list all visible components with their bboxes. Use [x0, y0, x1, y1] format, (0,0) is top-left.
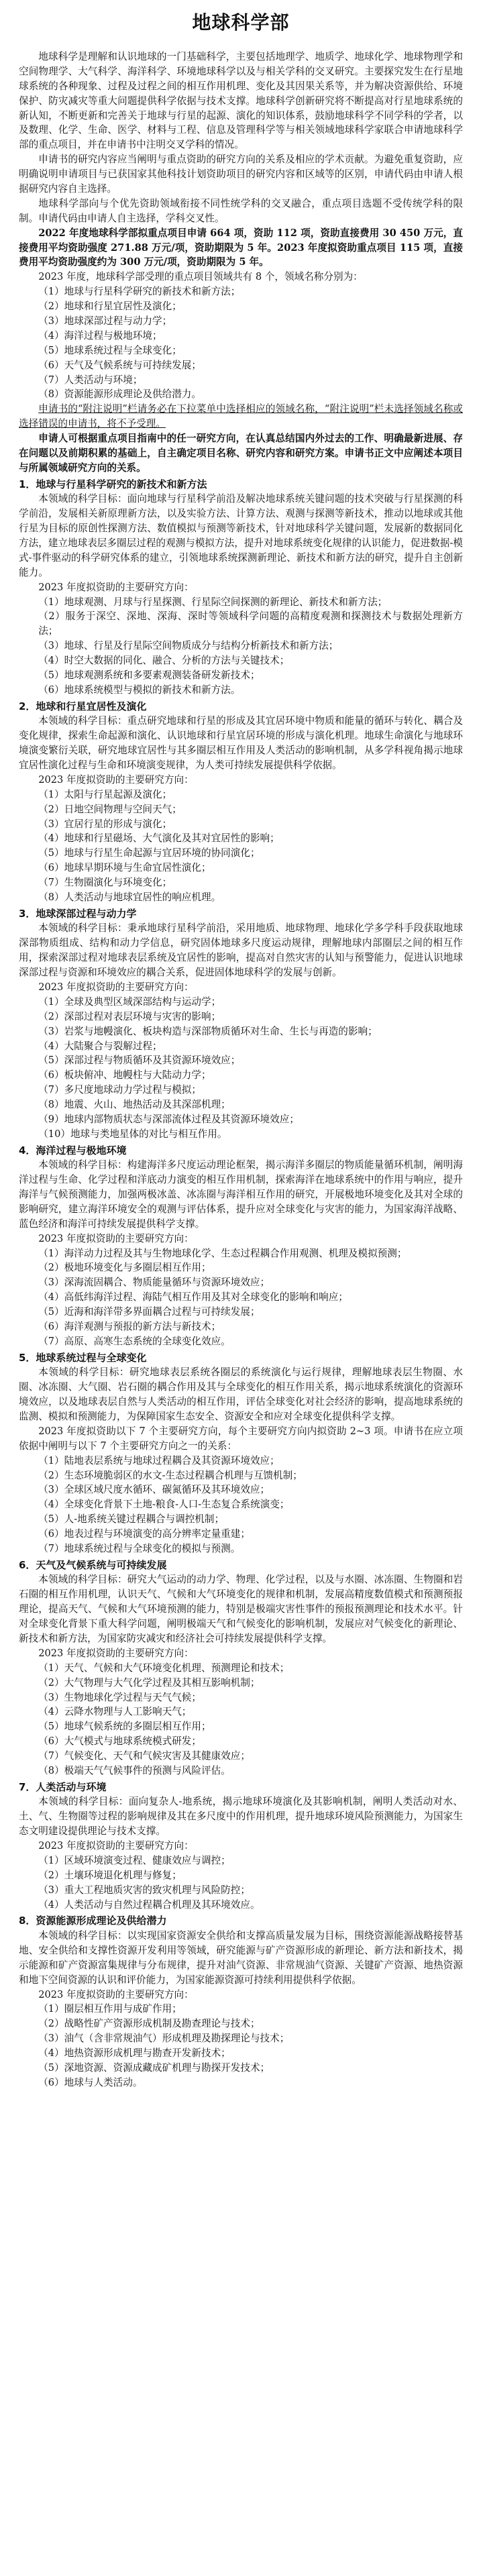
list-item: （1）天气、气候和大气环境变化机理、预测理论和技术； — [38, 1662, 290, 1674]
body-paragraph: 本领域的科学目标：秉承地球行星科学前沿，采用地质、地球物理、地球化学多学科手段获取地球深部物质组成、结构和动力学信息，研究固体地球多尺度运动规律，理解地球内部圈层之间的相互作用，探索深部过程对地球表层系统及宜居性的影响，提高对自然灾害的认知与预警能力，促进认识地球深部过程与资源和环境效应的耦合关系，促进固体地球科学的发展与创新。 — [19, 922, 463, 979]
list-item: （5）地球与行星生命起源与宜居环境的协同演化； — [38, 847, 260, 859]
list-item: （10）地球与类地星体的对比与相互作用。 — [38, 1128, 227, 1140]
list-item: （3）深海流固耦合、物质能量循环与资源环境效应； — [38, 1277, 270, 1289]
list-item: （8）极端天气气候事件的预测与风险评估。 — [38, 1764, 231, 1776]
list-item: （2）地球和行星宜居性及演化； — [38, 301, 182, 313]
list-item: （8）资源能源形成理论及供给潜力。 — [38, 388, 201, 400]
list-item: （3）油气（含非常规油气）形成机理及勘探理论与技术； — [38, 2033, 290, 2045]
list-item: （1）陆地表层系统与地球过程耦合及其资源环境效应； — [38, 1454, 280, 1466]
list-item: （4）大陆聚合与裂解过程； — [38, 1040, 162, 1052]
list-item: （1）全球及典型区域深部结构与运动学； — [38, 996, 221, 1008]
body-paragraph: 地球科学是理解和认识地球的一门基础科学，主要包括地理学、地质学、地球化学、地球物理学和空间物理学、大气科学、海洋科学、环境地球科学以及与相关学科的交叉研究。主要探究发生在行星地球系统的各种现象、过程及过程之间的相互作用机理、变化及其因果关系等，并为解决资源供给、环境保护、防灾减灾等重大问题提供科学依据与技术支撑。地球科学创新研究将不断提高对行星地球系统的新认知，不断更新和完善关于地球与行星的起源、演化的知识体系，鼓励地球科学不同学科的学者，以及数理、化学、生命、医学、材料与工程、信息及管理科学等与相关领域地球科学家联合申请地球科学部的重点项目，并在申请书中注明交叉学科的情况。 — [19, 51, 463, 151]
list-item: （7）人类活动与环境； — [38, 374, 143, 386]
list-item: （2）土壤环境退化机理与修复； — [38, 1869, 182, 1881]
list-item: （5）近海和海洋带多界面耦合过程与可持续发展； — [38, 1306, 260, 1318]
body-paragraph: 本领域的科学目标：构建海洋多尺度运动理论框架，揭示海洋多圈层的物质能量循环机制，阐明海洋过程与生命、化学过程和洋底动力演变的相互作用机制，探索海洋在地球系统中的作用与响应，提升海洋与气候预测能力，加强两极冰盖、冰冻圈与海洋相互作用的研究，开展极地环境变化及其对全球的影响研究，建立海洋环境安全的观测与评估体系，提升应对全球变化与灾害的能力，为国家海洋战略、蓝色经济和海洋可持续发展提供科学支撑。 — [19, 1159, 463, 1230]
body-paragraph: 本领域的科学目标：重点研究地球和行星的形成及其宜居环境中物质和能量的循环与转化、耦合及变化规律，探索生命起源和演化、认识地球和行星宜居环境的形成与演化机理。地球生命演化与地球环境演变繁衍关联，研究地球宜居性与其多圈层相互作用及人类活动的影响机制，从多学科视角揭示地球宜居性演化过程与生命和环境演变规律，为人类可持续发展提供科学依据。 — [19, 715, 463, 771]
list-item: （2）日地空间物理与空间天气； — [38, 803, 182, 815]
section-heading: 1．地球与行星科学研究的新技术和新方法 — [19, 478, 207, 490]
body-paragraph: 申请人可根据重点项目指南中的任一研究方向，在认真总结国内外过去的工作、明确最新进展、存在问题以及前期积累的基础上，自主确定项目名称、研究内容和研究方案。申请书正文中应阐述本项目与所属领域研究方向的关系。 — [19, 433, 463, 474]
list-item: （7）多尺度地球动力学过程与模拟； — [38, 1084, 201, 1096]
body-paragraph: 本领域的科学目标：面向复杂人-地系统，揭示地球环境演化及其影响机制，阐明人类活动对水、土、气、生物圈等过程的影响规律及其在多尺度中的作用机理，提升地球环境风险预测能力，为国家生态文明建设提供理论与技术支撑。 — [19, 1796, 463, 1837]
body-paragraph: 2023 年度拟资助的主要研究方向： — [38, 773, 194, 786]
list-item: （4）海洋过程与极地环境； — [38, 329, 162, 341]
document-body — [19, 50, 463, 2090]
body-paragraph: 2022 年度地球科学部拟重点项目申请 664 项，资助 112 项，资助直接费用 30 450 万元，直接费用平均资助强度 271.88 万元/项，资助期限为 5 年。2023 年度拟资助重点项目 115 项，直接费用平均资助强度约为 300 万元/项，资助期限为 5 年。 — [19, 227, 463, 268]
list-item: （1）区域环境演变过程、健康效应与调控； — [38, 1854, 231, 1866]
list-item: （1）圈层相互作用与成矿作用； — [38, 2003, 182, 2015]
body-paragraph: 2023 年度拟资助的主要研究方向： — [38, 1988, 194, 2000]
list-item: （5）地球系统过程与全球变化； — [38, 344, 182, 356]
list-item: （7）高原、高寒生态系统的全球变化效应。 — [38, 1335, 231, 1347]
section-heading: 8．资源能源形成理论及供给潜力 — [19, 1915, 167, 1927]
list-item: （8）人类活动与地球宜居性的响应机理。 — [38, 891, 221, 903]
list-item: （4）云降水物理与人工影响天气； — [38, 1706, 192, 1718]
list-item: （5）地球气候系统的多圈层相互作用； — [38, 1721, 211, 1733]
body-paragraph: 地球科学部向与个优先资助领域衔接不同性统学科的交叉融合，重点项目选题不受传统学科的限制。申请代码由申请人自主选择，学科交叉性。 — [19, 197, 463, 224]
list-item: （1）地球与行星科学研究的新技术和新方法； — [38, 286, 241, 298]
list-item: （1）太阳与行星起源及演化； — [38, 788, 172, 800]
list-item: （2）极地环境变化与多圈层相互作用； — [38, 1262, 211, 1274]
list-item: （5）地球观测系统和多要素观测装备研发新技术； — [38, 669, 260, 682]
list-item: （4）地热资源形成机理与勘查开发新技术； — [38, 2047, 231, 2059]
body-paragraph: 2023 年度拟资助的主要研究方向： — [38, 1647, 194, 1659]
body-paragraph: 2023 年度拟资助的主要研究方向： — [38, 581, 194, 593]
body-paragraph: 本领域的科学目标：面向地球与行星科学前沿及解决地球系统关键问题的技术突破与行星探测的科学前沿，发展相关新原理新方法，以及实验方法、计算方法、观测与探测等新技术，推动以地球或其他行星为目标的原创性探测方法、数值模拟与预测等新技术，针对地球科学关键问题，发展新的数据同化方法，建立地球表层多圈层过程的观测与模拟方法，提升对地球系统变化规律的认识能力，促进数据-模式-事件驱动的科学研究体系的建立，引领地球系统探测新理论、新技术和新方法的研究，提升自主创新能力。 — [19, 493, 463, 578]
list-item: （9）地球内部物质状态与深部流体过程及其资源环境效应； — [38, 1113, 299, 1125]
list-item: （7）气候变化、天气和气候灾害及其健康效应； — [38, 1750, 250, 1762]
body-paragraph: 本领域的科学目标：研究大气运动的动力学、物理、化学过程，以及与水圈、冰冻圈、生物圈和岩石圈的相互作用机理，认识天气、气候和大气环境变化的规律和机制，发展高精度数值模式和预测预报理论，提高天气、气候和大气环境预测的能力，特别是极端灾害性事件的预报预测理论和技术水平。针对全球变化背景下重大科学问题，阐明极端天气和气候变化的影响机制，发展应对气候变化的新理论、新技术和新方法，为国家防灾减灾和经济社会可持续发展提供科学支撑。 — [19, 1574, 463, 1644]
list-item: （7）地球系统过程与全球变化的模拟与预测。 — [38, 1543, 241, 1554]
list-item: （5）深部过程与物质循环及其资源环境效应； — [38, 1055, 241, 1067]
body-paragraph: 2023 年度拟资助的主要研究方向： — [38, 981, 194, 993]
list-item: （4）时空大数据的同化、融合、分析的方法与关键技术； — [38, 655, 290, 667]
list-item: （8）地震、火山、地热活动及其深部机理； — [38, 1099, 231, 1111]
section-heading: 6．天气及气候系统与可持续发展 — [19, 1558, 167, 1571]
list-item: （3）地球深部过程与动力学； — [38, 315, 172, 327]
list-item: （3）全球区域尺度水循环、碳氮循环及其环境效应； — [38, 1484, 270, 1496]
list-item: （6）地球早期环境与生命宜居性演化； — [38, 862, 211, 874]
body-paragraph: 申请书的研究内容应当阐明与重点资助的研究方向的关系及相应的学术贡献。为避免重复资助，应明确说明申请项目与已获国家其他科技计划资助项目的研究内容和区域等的区别，申请代码由申请人根据研究内容自主选择。 — [19, 154, 463, 195]
list-item: （2）战略性矿产资源形成机制及勘查理论与技术； — [38, 2018, 260, 2030]
list-item: （3）生物地球化学过程与天气气候； — [38, 1691, 201, 1703]
list-item: （7）生物圈演化与环境变化； — [38, 877, 172, 889]
section-heading: 2．地球和行星宜居性及演化 — [19, 700, 147, 712]
list-item: （6）地球系统模型与模拟的新技术和新方法。 — [38, 684, 241, 696]
body-paragraph: 申请书的“附注说明”栏请务必在下拉菜单中选择相应的领域名称，“附注说明”栏未选择领域名称或选择错误的申请书，将不予受理。 — [19, 403, 463, 430]
list-item: （2）服务于深空、深地、深海、深时等领域科学问题的高精度观测和探测技术与数据处理新方法； — [38, 610, 463, 637]
list-item: （6）地球与人类活动。 — [38, 2076, 143, 2088]
section-heading: 7．人类活动与环境 — [19, 1780, 107, 1793]
list-item: （4）地球和行星磁场、大气演化及其对宜居性的影响； — [38, 833, 280, 845]
list-item: （3）地球、行星及行星际空间物质成分与结构分析新技术和新方法； — [38, 640, 339, 652]
list-item: （6）地表过程与环境演变的高分辨率定量重建； — [38, 1528, 250, 1540]
list-item: （4）高低纬海洋过程、海陆气相互作用及其对全球变化的影响和响应； — [38, 1291, 348, 1303]
body-paragraph: 本领域的科学目标：以实现国家资源安全供给和支撑高质量发展为目标，围绕资源能源战略接替基地、安全供给和支撑性资源开发利用等领域，研究能源与矿产资源形成的新理论、新方法和新技术，揭示能源和矿产资源富集规律与分布规律，提升对油气资源、非常规油气资源、关键矿产资源、地热资源和地下空间资源的认识和评价能力，为国家能源资源可持续利用提供科学依据。 — [19, 1929, 463, 1986]
list-item: （6）大气模式与地球系统模式研发； — [38, 1735, 201, 1748]
list-item: （4）人类活动与自然过程耦合机理及其环境效应。 — [38, 1898, 260, 1911]
list-item: （2）深部过程对表层环境与灾害的影响； — [38, 1010, 221, 1022]
section-heading: 3．地球深部过程与动力学 — [19, 907, 137, 920]
body-paragraph: 2023 年度拟资助的主要研究方向： — [38, 1840, 194, 1852]
list-item: （4）全球变化背景下土地-粮食-人口-生态复合系统演变； — [38, 1499, 290, 1511]
body-paragraph: 2023 年度拟资助以下 7 个主要研究方向，每个主要研究方向内拟资助 2~3 项。申请书在应立项依据中阐明与以下 7 个主要研究方向之一的关系： — [19, 1425, 463, 1452]
page-title: 地球科学部 — [192, 11, 290, 34]
list-item: （2）生态环境脆弱区的水文-生态过程耦合机理与互馈机制； — [38, 1469, 303, 1481]
list-item: （6）天气及气候系统与可持续发展； — [38, 359, 201, 371]
list-item: （3）岩浆与地幔演化、板块构造与深部物质循环对生命、生长与再造的影响； — [38, 1025, 378, 1037]
list-item: （1）地球观测、月球与行星探测、行星际空间探测的新理论、新技术和新方法； — [38, 596, 388, 608]
list-item: （1）海洋动力过程及其与生物地球化学、生态过程耦合作用观测、机理及模拟预测； — [38, 1247, 407, 1259]
body-paragraph: 2023 年度拟资助的主要研究方向： — [38, 1232, 194, 1244]
body-paragraph: 本领域的科学目标：研究地球表层系统各圈层的系统演化与运行规律，理解地球表层生物圈、水圈、冰冻圈、大气圈、岩石圈的耦合作用及其与全球变化的相互作用关系，揭示地球系统演化的资源环境效应，以及地球表层自然与人类活动的相互作用，评估全球变化对社会经济的影响，提高地球系统的监测、模拟和预测能力，为保障国家生态安全、资源安全和应对全球变化提供科学支撑。 — [19, 1366, 463, 1422]
list-item: （6）海洋观测与预报的新方法与新技术； — [38, 1321, 221, 1333]
list-item: （3）宜居行星的形成与演化； — [38, 818, 172, 830]
section-heading: 4．海洋过程与极地环境 — [19, 1144, 127, 1157]
body-paragraph: 2023 年度，地球科学部受理的重点项目领域共有 8 个，领域名称分别为： — [38, 271, 363, 283]
list-item: （5）深地资源、资源成藏成矿机理与勘探开发技术； — [38, 2062, 270, 2074]
list-item: （6）板块俯冲、地幔柱与大陆动力学； — [38, 1069, 211, 1081]
list-item: （5）人-地系统关键过程耦合与调控机制； — [38, 1513, 225, 1525]
list-item: （2）大气物理与大气化学过程及其相互影响机制； — [38, 1676, 260, 1688]
section-heading: 5．地球系统过程与全球变化 — [19, 1351, 147, 1364]
list-item: （3）重大工程地质灾害的致灾机理与风险防控； — [38, 1884, 250, 1896]
